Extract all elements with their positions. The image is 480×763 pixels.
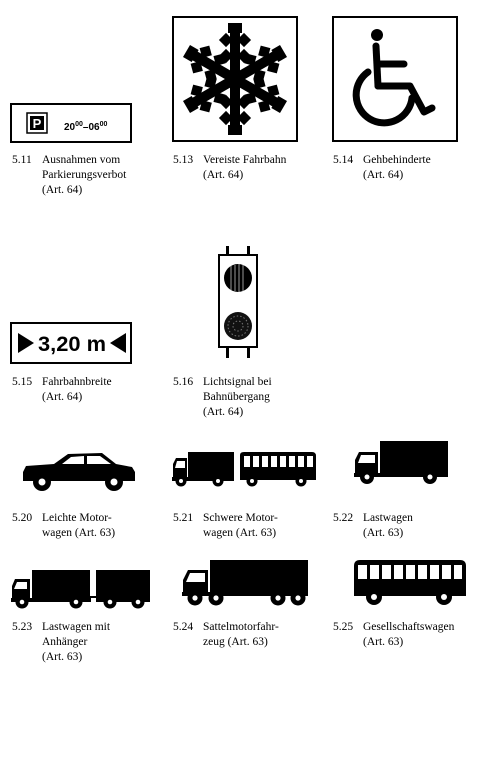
caption-5-25 — [333, 620, 478, 652]
sign-5-22-lorry — [352, 440, 450, 486]
item-description: Vereiste Fahrbahn (Art. 64) — [203, 154, 287, 181]
caption-5-22 — [333, 511, 473, 543]
sign-5-16-light-signal — [214, 244, 264, 360]
car-icon — [23, 453, 135, 491]
caption-5-11 — [12, 153, 162, 199]
item-description: Schwere Motor- wagen (Art. 63) — [203, 512, 278, 539]
item-number: 5.15 — [12, 376, 33, 388]
articulated-truck-icon — [182, 560, 308, 606]
caption-5-23 — [12, 620, 162, 666]
item-number: 5.13 — [173, 154, 194, 166]
caption-5-15 — [12, 375, 162, 407]
item-number: 5.21 — [173, 512, 194, 524]
caption-5-20 — [12, 511, 162, 543]
sign-5-20-car — [20, 448, 138, 492]
sign-5-25-coach — [352, 558, 468, 608]
item-number: 5.11 — [12, 154, 32, 166]
item-number: 5.14 — [333, 154, 354, 166]
caption-5-14 — [333, 153, 473, 185]
signal-light-top — [224, 264, 252, 292]
width-value: 3,20 m — [38, 333, 106, 356]
parking-time-text: $20^{00}-06^{00}$ — [64, 121, 108, 133]
item-number: 5.16 — [173, 376, 194, 388]
item-description: Gehbehinderte (Art. 64) — [363, 154, 431, 181]
coach-icon — [354, 560, 466, 605]
caption-5-24 — [173, 620, 323, 652]
item-number: 5.22 — [333, 512, 354, 524]
caption-5-21 — [173, 511, 323, 543]
item-description: Lastwagen (Art. 63) — [363, 512, 413, 539]
item-description: Fahrbahnbreite (Art. 64) — [42, 376, 112, 403]
item-number: 5.20 — [12, 512, 33, 524]
sign-5-21-heavy-vehicles — [170, 450, 318, 490]
parking-letter: P — [32, 116, 42, 131]
truck-icon — [172, 452, 234, 487]
sign-5-14-wheelchair — [332, 16, 458, 142]
lorry-icon — [354, 441, 448, 484]
item-description: Gesellschaftswagen (Art. 63) — [363, 621, 455, 648]
item-number: 5.25 — [333, 621, 354, 633]
caption-5-16 — [173, 375, 323, 421]
item-number: 5.23 — [12, 621, 33, 633]
item-description: Leichte Motor- wagen (Art. 63) — [42, 512, 116, 539]
item-description: Ausnahmen vom Parkierungsverbot (Art. 64) — [42, 154, 127, 196]
sign-5-15-road-width — [10, 322, 132, 364]
item-number: 5.24 — [173, 621, 194, 633]
sign-5-23-lorry-trailer — [10, 568, 152, 612]
item-description: Lastwagen mit Anhänger (Art. 63) — [42, 621, 111, 663]
item-description: Lichtsignal bei Bahnübergang (Art. 64) — [203, 376, 272, 418]
bus-icon — [240, 452, 316, 487]
sign-5-13-snowflake — [172, 16, 298, 142]
sign-5-11-parking-exception — [10, 103, 132, 143]
caption-5-13 — [173, 153, 323, 185]
sign-5-24-articulated — [180, 558, 310, 608]
item-description: Sattelmotorfahr- zeug (Art. 63) — [203, 621, 279, 648]
lorry-with-trailer-icon — [11, 570, 150, 609]
